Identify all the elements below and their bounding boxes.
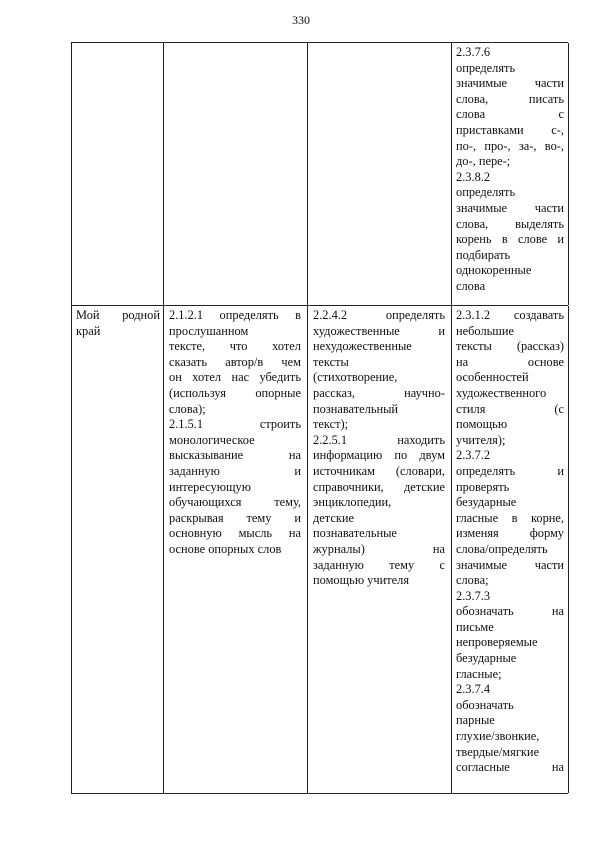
cell-text-line: приставками с-, [456,122,564,137]
cell-text-line: 2.3.1.2 создавать [456,308,564,322]
cell-text-line: парные [456,713,495,728]
cell-text-line: стиля (с [456,401,564,416]
cell-text-line: 2.3.7.2 [456,448,491,463]
cell-text-line: определять и [456,463,564,478]
cell-text-line: 2.1.2.1 определять в [169,308,301,322]
cell-text-line: монологическое [169,432,255,447]
cell-text-line: художественные и [313,323,445,338]
cell-text-line: тексты [313,354,349,369]
cell-text-line: твердые/мягкие [456,744,540,759]
cell-text-line: заданную и [169,463,301,478]
cell-text-line: интересующую [169,479,251,494]
topic-cell [76,43,160,45]
cell-text-line: изменяя форму [456,526,564,541]
cell-text-line: по-, про-, за-, во-, [456,138,564,153]
cell-text-line: Мой родной [76,308,160,322]
cell-text-line: определять [456,60,516,75]
cell-text-line: информацию по двум [313,448,445,463]
cell-text-line: обозначать на [456,604,564,619]
cell-text-line: слова; [456,573,489,588]
cell-text-line: значимые части [456,557,564,572]
cell-text-line: слова); [169,401,206,416]
cell-text-line: безударные [456,495,517,510]
listening-speaking-cell [169,43,301,45]
cell-text-line: слова [456,278,486,293]
cell-text-line: учителя); [456,432,506,447]
cell-text-line: журналы) на [313,541,445,556]
reading-cell [313,306,445,589]
cell-text-line: основную мысль на [169,526,301,541]
cell-text-line: слова с [456,107,564,122]
cell-text-line: он хотел нас убедить [169,370,301,385]
listening-speaking-cell [169,306,301,558]
cell-text-line: тексты (рассказ) [456,339,564,354]
table-row [71,42,568,305]
cell-text-line: справочники, детские [313,479,445,494]
cell-text-line: (стихотворение, [313,370,398,385]
cell-text-line: прослушанном [169,323,249,338]
cell-text-line: художественного [456,385,547,400]
cell-text-line: гласные в корне, [456,510,564,525]
cell-text-line: 2.3.7.6 [456,45,491,59]
cell-text-line: слова/определять [456,541,548,556]
cell-text-line: текст); [313,417,349,432]
cell-text-line: слова, писать [456,91,564,106]
cell-text-line: проверять [456,479,510,494]
cell-text-line: до-, пере-; [456,154,511,169]
cell-text-line: основе опорных слов [169,541,282,556]
cell-text-line: раскрывая тему и [169,510,301,525]
cell-text-line: 2.1.5.1 строить [169,417,301,432]
cell-text-line: небольшие [456,323,514,338]
cell-text-line: 2.3.8.2 [456,169,491,184]
table-row [71,305,568,794]
cell-text-line: тексте, что хотел [169,339,301,354]
cell-text-line: познавательный [313,401,399,416]
writing-cell [456,306,564,776]
cell-text-line: энциклопедии, [313,495,392,510]
cell-text-line: особенностей [456,370,529,385]
cell-text-line: 2.2.5.1 находить [313,432,445,447]
writing-cell [456,43,564,295]
cell-text-line: источникам (словари, [313,463,445,478]
cell-text-line: 2.2.4.2 определять [313,308,445,322]
cell-text-line: 2.3.7.3 [456,588,491,603]
cell-text-line: письме [456,619,494,634]
cell-text-line: край [76,323,101,338]
cell-text-line: рассказ, научно- [313,385,445,400]
cell-text-line: определять [456,185,516,200]
cell-text-line: непроверяемые [456,635,538,650]
page-number: 330 [292,13,310,27]
cell-text-line: помощью [456,417,508,432]
cell-text-line: познавательные [313,526,397,541]
reading-cell [313,43,445,45]
cell-text-line: гласные; [456,666,502,681]
cell-text-line: 2.3.7.4 [456,682,491,697]
cell-text-line: (используя опорные [169,385,301,400]
cell-text-line: согласные на [456,760,564,775]
cell-text-line: заданную тему с [313,557,445,572]
cell-text-line: помощью учителя [313,573,410,588]
cell-text-line: однокоренные [456,263,532,278]
cell-text-line: корень в слове и [456,232,564,247]
cell-text-line: детские [313,510,355,525]
cell-text-line: обучающихся тему, [169,495,301,510]
curriculum-table [71,42,568,794]
topic-cell [76,306,160,339]
cell-text-line: безударные [456,651,517,666]
cell-text-line: обозначать [456,697,514,712]
cell-text-line: значимые части [456,200,564,215]
cell-text-line: на основе [456,354,564,369]
cell-text-line: сказать автор/в чем [169,354,301,369]
cell-text-line: подбирать [456,247,511,262]
cell-text-line: нехудожественные [313,339,412,354]
cell-text-line: слова, выделять [456,216,564,231]
cell-text-line: значимые части [456,76,564,91]
cell-text-line: высказывание на [169,448,301,463]
cell-text-line: глухие/звонкие, [456,729,540,744]
